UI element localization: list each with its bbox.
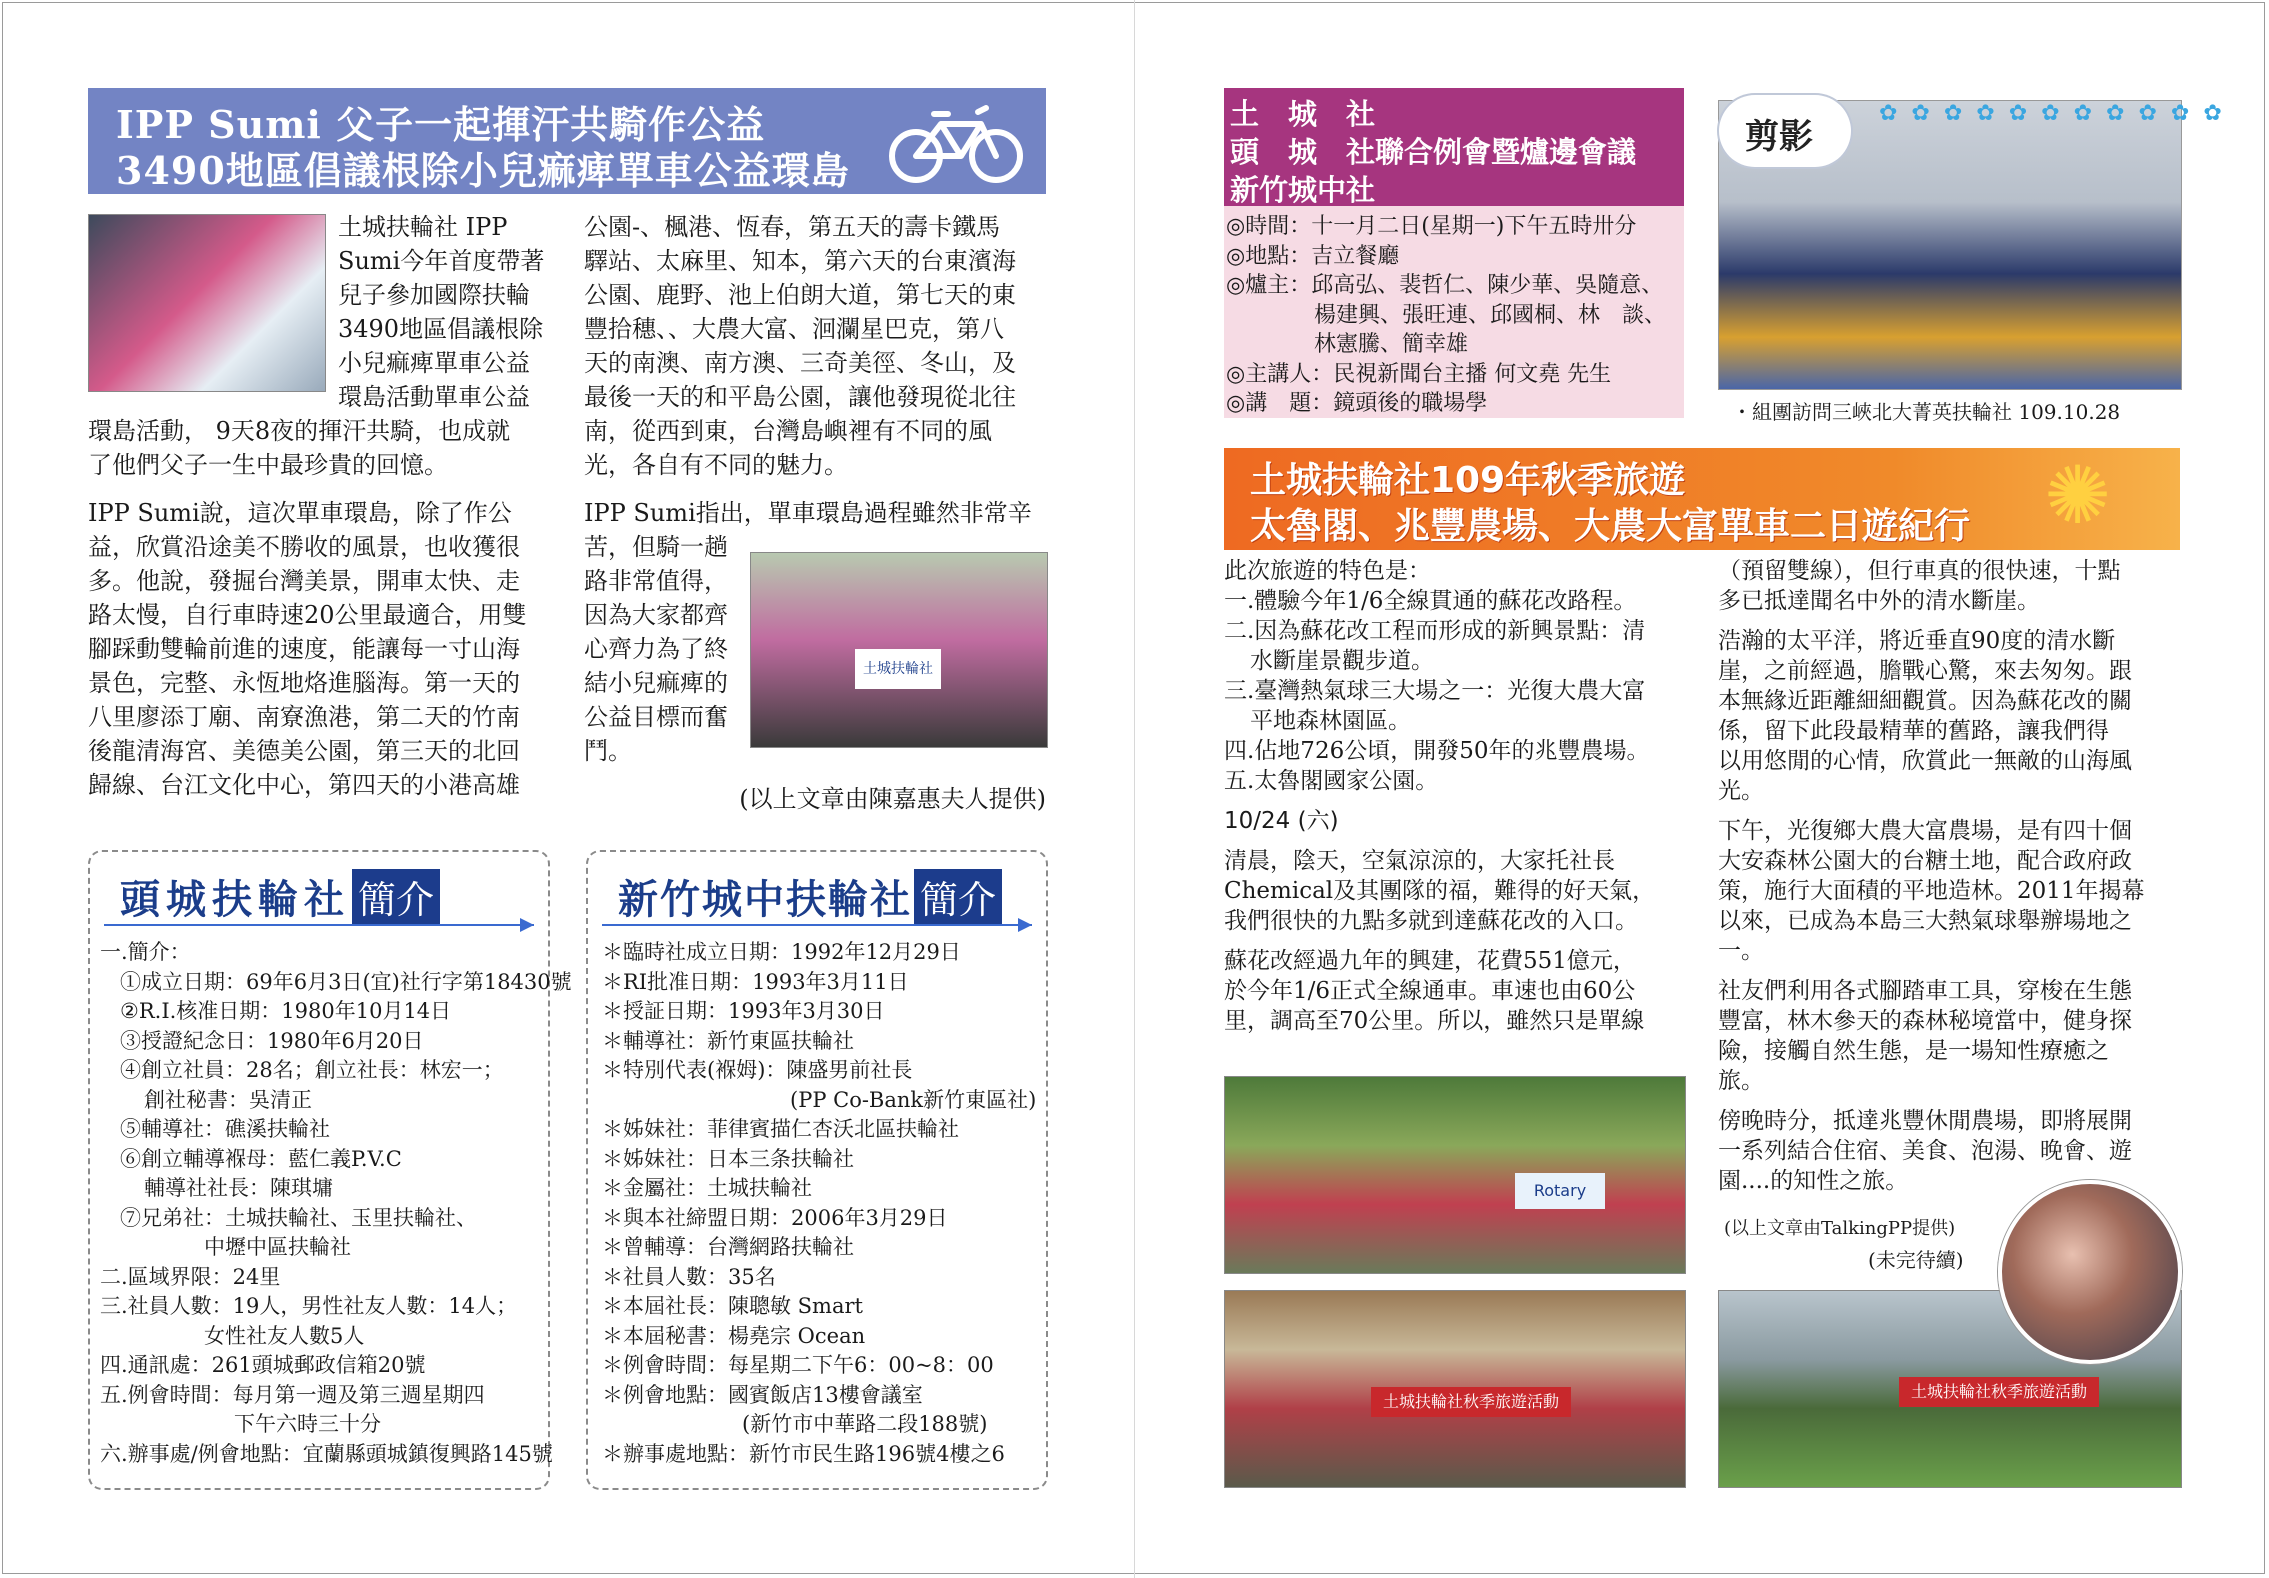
text-line: 多。他說，發掘台灣美景，開車太快、走 (88, 567, 520, 595)
article-col2-p2-wrap (584, 530, 744, 768)
joint-meeting-header (1224, 88, 1684, 206)
photo-badge-text: 剪影 (1745, 117, 1813, 157)
text-line: 公益目標而奮 (584, 703, 728, 731)
text-line: 後龍清海宮、美德美公園，第三天的北回 (88, 737, 520, 765)
toucheng-club-profile-box (88, 850, 572, 1490)
text-line: 大安森林公園大的台糖土地，配合政府政 (1718, 848, 2132, 874)
banner-title-line2: 3490地區倡議根除小兒痲痺單車公益環島 (116, 148, 850, 193)
list-item: (新竹市中華路二段188號) (742, 1412, 988, 1436)
list-item: 輔導社社長：陳琪墉 (144, 1176, 333, 1200)
list-item: (PP Co-Bank新竹東區社) (790, 1087, 1037, 1112)
list-item: 下午六時三十分 (234, 1412, 381, 1436)
text-line: 鬥。 (584, 737, 632, 765)
flower-border-icon: ✿✿✿✿✿✿✿✿✿✿✿ (1879, 101, 2236, 126)
text-line: Sumi今年首度帶著 (338, 247, 545, 275)
text-line: 兒子參加國際扶輪 (338, 281, 530, 309)
box2-rule (602, 924, 1032, 926)
meeting-detail-line: 楊建興、張旺連、邱國桐、林 談、 (1314, 302, 1667, 328)
box2-heading (618, 868, 1002, 925)
list-item: ＊姊妹社：菲律賓描仁杏沃北區扶輪社 (602, 1117, 959, 1141)
text-line: 浩瀚的太平洋，將近垂直90度的清水斷 (1718, 628, 2116, 654)
list-item: ①成立日期：69年6月3日(宜)社行字第18430號 (120, 969, 572, 994)
meeting-details (1226, 212, 1666, 419)
text-line: 多已抵達聞名中外的清水斷崖。 (1718, 588, 2040, 614)
text-line: 以用悠閒的心情，欣賞此一無敵的山海風 (1718, 748, 2132, 774)
list-item: ＊姊妹社：日本三条扶輪社 (602, 1146, 854, 1171)
meeting-detail-line: ◎地點：吉立餐廳 (1226, 243, 1400, 269)
list-item: ③授證紀念日：1980年6月20日 (120, 1028, 424, 1053)
text-line: 下午，光復鄉大農大富農場，是有四十個 (1718, 818, 2132, 844)
trip-feature: 一.體驗今年1/6全線貫通的蘇花改路程。 (1224, 588, 1637, 614)
list-item: 中壢中區扶輪社 (204, 1235, 351, 1259)
text-line: 南，從西到東，台灣島嶼裡有不同的風 (584, 417, 992, 445)
text-line: 環島活動單車公益 (338, 383, 530, 411)
page-fold (1134, 0, 1135, 1578)
text-line: 里，調高至70公里。所以，雖然只是單線 (1224, 1008, 1645, 1034)
text-line: 我們很快的九點多就到達蘇花改的入口。 (1224, 908, 1638, 934)
article-credit: (以上文章由陳嘉惠夫人提供) (739, 785, 1046, 813)
meeting-detail-line: ◎時間：十一月二日(星期一)下午五時卅分 (1226, 214, 1637, 239)
text-line: 一系列結合住宿、美食、泡湯、晚會、遊 (1718, 1138, 2132, 1164)
text-line: 環島活動， 9天8夜的揮汗共騎，也成就 (88, 417, 511, 445)
article-col2-p1 (584, 210, 1046, 482)
article-col1-p2 (88, 496, 552, 802)
text-line: Chemical及其團隊的福，難得的好天氣， (1224, 878, 1656, 904)
text-line: 以來，已成為本島三大熱氣球舉辦場地之 (1718, 908, 2132, 934)
autumn-trip-banner (1224, 448, 2180, 550)
text-line: 光，各自有不同的魅力。 (584, 451, 848, 479)
text-line: 險，接觸自然生態，是一場知性療癒之 (1718, 1038, 2109, 1064)
text-line: 傍晚時分，抵達兆豐休閒農場，即將展開 (1718, 1108, 2132, 1134)
joint-meeting-notice (1224, 88, 1684, 418)
text-line: 清晨，陰天，空氣涼涼的，大家托社長 (1224, 848, 1615, 874)
list-item: ＊例會地點：國賓飯店13樓會議室 (602, 1382, 923, 1407)
text-line: 益，欣賞沿途美不勝收的風景，也收獲很 (88, 533, 520, 561)
text-line: 腳踩動雙輪前進的速度，能讓每一寸山海 (88, 635, 520, 663)
text-line: 策，施行大面積的平地造林。2011年揭幕 (1718, 878, 2145, 904)
text-line: 公園-、楓港、恆春，第五天的壽卡鐵馬 (584, 213, 1001, 241)
text-line: 因為大家都齊 (584, 601, 728, 629)
trip-col1-top (1224, 556, 1684, 1036)
box1-title: 頭城扶輪社 (120, 877, 350, 923)
trip-feature: 五.太魯閣國家公園。 (1224, 768, 1439, 794)
list-item: 二.區域界限：24里 (100, 1264, 281, 1289)
text-line: 小兒痲痺單車公益 (338, 349, 530, 377)
trip-feature: 三.臺灣熱氣球三大場之一：光復大農大富 (1224, 678, 1646, 704)
text-line: 公園、鹿野、池上伯朗大道，第七天的東 (584, 281, 1016, 309)
trip-feature: 二.因為蘇花改工程而形成的新興景點：清 (1224, 618, 1646, 644)
trip-feature: 平地森林園區。 (1250, 708, 1411, 734)
trip-feature: 水斷崖景觀步道。 (1250, 648, 1434, 674)
speaker-circle-photo (1998, 1180, 2182, 1364)
list-item: 三.社員人數：19人，男性社友人數：14人； (100, 1294, 518, 1318)
hsinchu-chengchung-club-profile-box (586, 850, 1048, 1490)
to-be-continued: (未完待續) (1868, 1248, 1964, 1272)
text-line: IPP Sumi說，這次單車環島，除了作公 (88, 499, 512, 527)
list-item: 一.簡介： (100, 940, 191, 964)
text-line: 結小兒痲痺的 (584, 669, 728, 697)
group-visit-photo (1718, 100, 2236, 390)
team-banner-text: 土城扶輪社 (855, 649, 941, 689)
list-item: ＊RI批准日期：1993年3月11日 (602, 969, 909, 994)
trip-date: 10/24 (六) (1224, 808, 1339, 834)
list-item: 創社秘書：吳清正 (144, 1087, 312, 1112)
trip-credit: (以上文章由TalkingPP提供) (1724, 1218, 1956, 1239)
text-line: 旅。 (1718, 1068, 1764, 1094)
text-line: 一。 (1718, 938, 1764, 964)
list-item: ④創立社員：28名；創立社長：林宏一； (120, 1058, 504, 1082)
text-line: 歸線、台江文化中心，第四天的小港高雄 (88, 771, 520, 799)
list-item: ＊本屆社長：陳聰敏 Smart (602, 1294, 863, 1318)
text-line: 係，留下此段最精華的舊路，讓我們得 (1718, 718, 2109, 744)
list-item: ⑤輔導社：礁溪扶輪社 (120, 1117, 330, 1141)
text-line: 3490地區倡議根除 (338, 315, 544, 343)
cyclist-selfie-photo (88, 214, 326, 392)
list-item: ＊金屬社：土城扶輪社 (602, 1176, 812, 1200)
text-line: 路太慢，自行車時速20公里最適合，用雙 (88, 601, 527, 629)
box2-arrow-icon (1018, 918, 1032, 932)
trip-title-line1: 土城扶輪社109年秋季旅遊 (1250, 460, 1686, 501)
text-line: 八里廖添丁廟、南寮漁港，第二天的竹南 (88, 703, 520, 731)
list-item: ＊授証日期：1993年3月30日 (602, 999, 885, 1023)
flower-decor-icon: ✺ (2044, 449, 2112, 542)
meeting-detail-line: 林憲騰、簡幸雄 (1314, 332, 1469, 357)
list-item: ＊本屆秘書：楊堯宗 Ocean (602, 1323, 866, 1348)
banner-title-line1: IPP Sumi 父子一起揮汗共騎作公益 (116, 102, 766, 147)
text-line: 景色，完整、永恆地烙進腦海。第一天的 (88, 669, 520, 697)
text-line: （預留雙線），但行車真的很快速，十點 (1718, 558, 2121, 584)
article-col1-wrap (338, 210, 552, 414)
field-banner-text: 土城扶輪社秋季旅遊活動 (1899, 1377, 2099, 1407)
list-item: ＊臨時社成立日期：1992年12月29日 (602, 940, 961, 964)
text-line: 驛站、太麻里、知本，第六天的台東濱海 (584, 247, 1016, 275)
meeting-detail-line: ◎講 題：鏡頭後的職場學 (1226, 391, 1488, 416)
group-photo-rotary (1224, 1076, 1686, 1274)
text-line: 土城扶輪社 IPP (338, 213, 508, 241)
text-line: 苦，但騎一趟 (584, 533, 728, 561)
article-col2-p2-full: IPP Sumi指出，單車環島過程雖然非常辛 (584, 499, 1032, 527)
list-item: ＊曾輔導：台灣網路扶輪社 (602, 1235, 854, 1259)
box1-rule (104, 924, 534, 926)
list-item: 五.例會時間：每月第一週及第三週星期四 (100, 1382, 485, 1407)
list-item: 六.辦事處/例會地點：宜蘭縣頭城鎮復興路145號 (100, 1441, 553, 1466)
trip-title-line2: 太魯閣、兆豐農場、大農大富單車二日遊紀行 (1250, 506, 1971, 547)
text-line: 了他們父子一生中最珍貴的回憶。 (88, 451, 448, 479)
text-line: 天的南澳、南方澳、三奇美徑、冬山，及 (584, 349, 1016, 377)
trip-col2 (1718, 556, 2180, 1196)
meeting-detail-line: ◎主講人：民視新聞台主播 何文堯 先生 (1226, 361, 1612, 387)
text-line: 本無緣近距離細細觀賞。因為蘇花改的關 (1718, 688, 2132, 714)
article-col1-full (88, 414, 552, 482)
text-line: 最後一天的和平島公園，讓他發現從北往 (584, 383, 1016, 411)
text-line: 心齊力為了終 (584, 635, 728, 663)
cycling-team-photo (750, 552, 1048, 748)
meeting-title-line: 土 城 社 (1230, 97, 1376, 131)
rotary-banner-text: Rotary (1515, 1173, 1605, 1209)
list-item: ⑦兄弟社：土城扶輪社、玉里扶輪社、 (120, 1205, 477, 1230)
box1-tag: 簡介 (352, 869, 440, 924)
bicycle-icon (886, 98, 1026, 186)
box1-heading (120, 868, 440, 925)
box1-arrow-icon (520, 918, 534, 932)
box2-tag: 簡介 (914, 869, 1002, 924)
text-line: 園....的知性之旅。 (1718, 1168, 1909, 1194)
list-item: ＊與本社締盟日期：2006年3月29日 (602, 1205, 948, 1230)
text-line: 豐拾穗、、大農大富、洄瀾星巴克，第八 (584, 315, 1004, 343)
farm-banner-text: 土城扶輪社秋季旅遊活動 (1371, 1387, 1571, 1417)
list-item: ＊社員人數：35名 (602, 1264, 776, 1289)
cycling-article-banner (88, 88, 1046, 194)
list-item: 四.通訊處：261頭城郵政信箱20號 (100, 1353, 426, 1377)
box1-list (100, 938, 572, 1469)
text-line: 蘇花改經過九年的興建，花費551億元， (1224, 948, 1636, 974)
text-line: 於今年1/6正式全線通車。車速也由60公 (1224, 978, 1636, 1004)
meeting-title-line: 頭 城 社聯合例會暨爐邊會議 (1230, 135, 1637, 169)
text-line: 社友們利用各式腳踏車工具，穿梭在生態 (1718, 978, 2132, 1004)
list-item: ②R.I.核准日期：1980年10月14日 (120, 999, 452, 1023)
meeting-title-line: 新竹城中社 (1230, 173, 1376, 207)
text-line: 光。 (1718, 778, 1764, 804)
trip-feature: 四.佔地726公頃，開發50年的兆豐農場。 (1224, 738, 1650, 764)
text-line: 路非常值得， (584, 567, 728, 595)
list-item: ＊特別代表(褓姆)：陳盛男前社長 (602, 1058, 913, 1082)
list-item: ＊辦事處地點：新竹市民生路196號4樓之6 (602, 1441, 1005, 1466)
text-line: 崖，之前經過，膽戰心驚，來去匆匆。跟 (1718, 658, 2132, 684)
text-line: 豐富，林木參天的森林秘境當中，健身探 (1718, 1008, 2132, 1034)
list-item: ＊例會時間：每星期二下午6：00~8：00 (602, 1353, 994, 1377)
photo-caption: ・組團訪問三峽北大菁英扶輪社 109.10.28 (1732, 400, 2121, 424)
group-photo-farm (1224, 1290, 1686, 1488)
box2-list (602, 938, 1036, 1469)
box2-title: 新竹城中扶輪社 (618, 877, 912, 923)
trip-intro: 此次旅遊的特色是： (1224, 558, 1431, 584)
list-item: ＊輔導社：新竹東區扶輪社 (602, 1028, 854, 1053)
list-item: ⑥創立輔導褓母：藍仁義P.V.C (120, 1146, 402, 1171)
list-item: 女性社友人數5人 (204, 1323, 365, 1348)
meeting-detail-line: ◎爐主：邱高弘、裴哲仁、陳少華、吳隨意、 (1226, 273, 1664, 298)
